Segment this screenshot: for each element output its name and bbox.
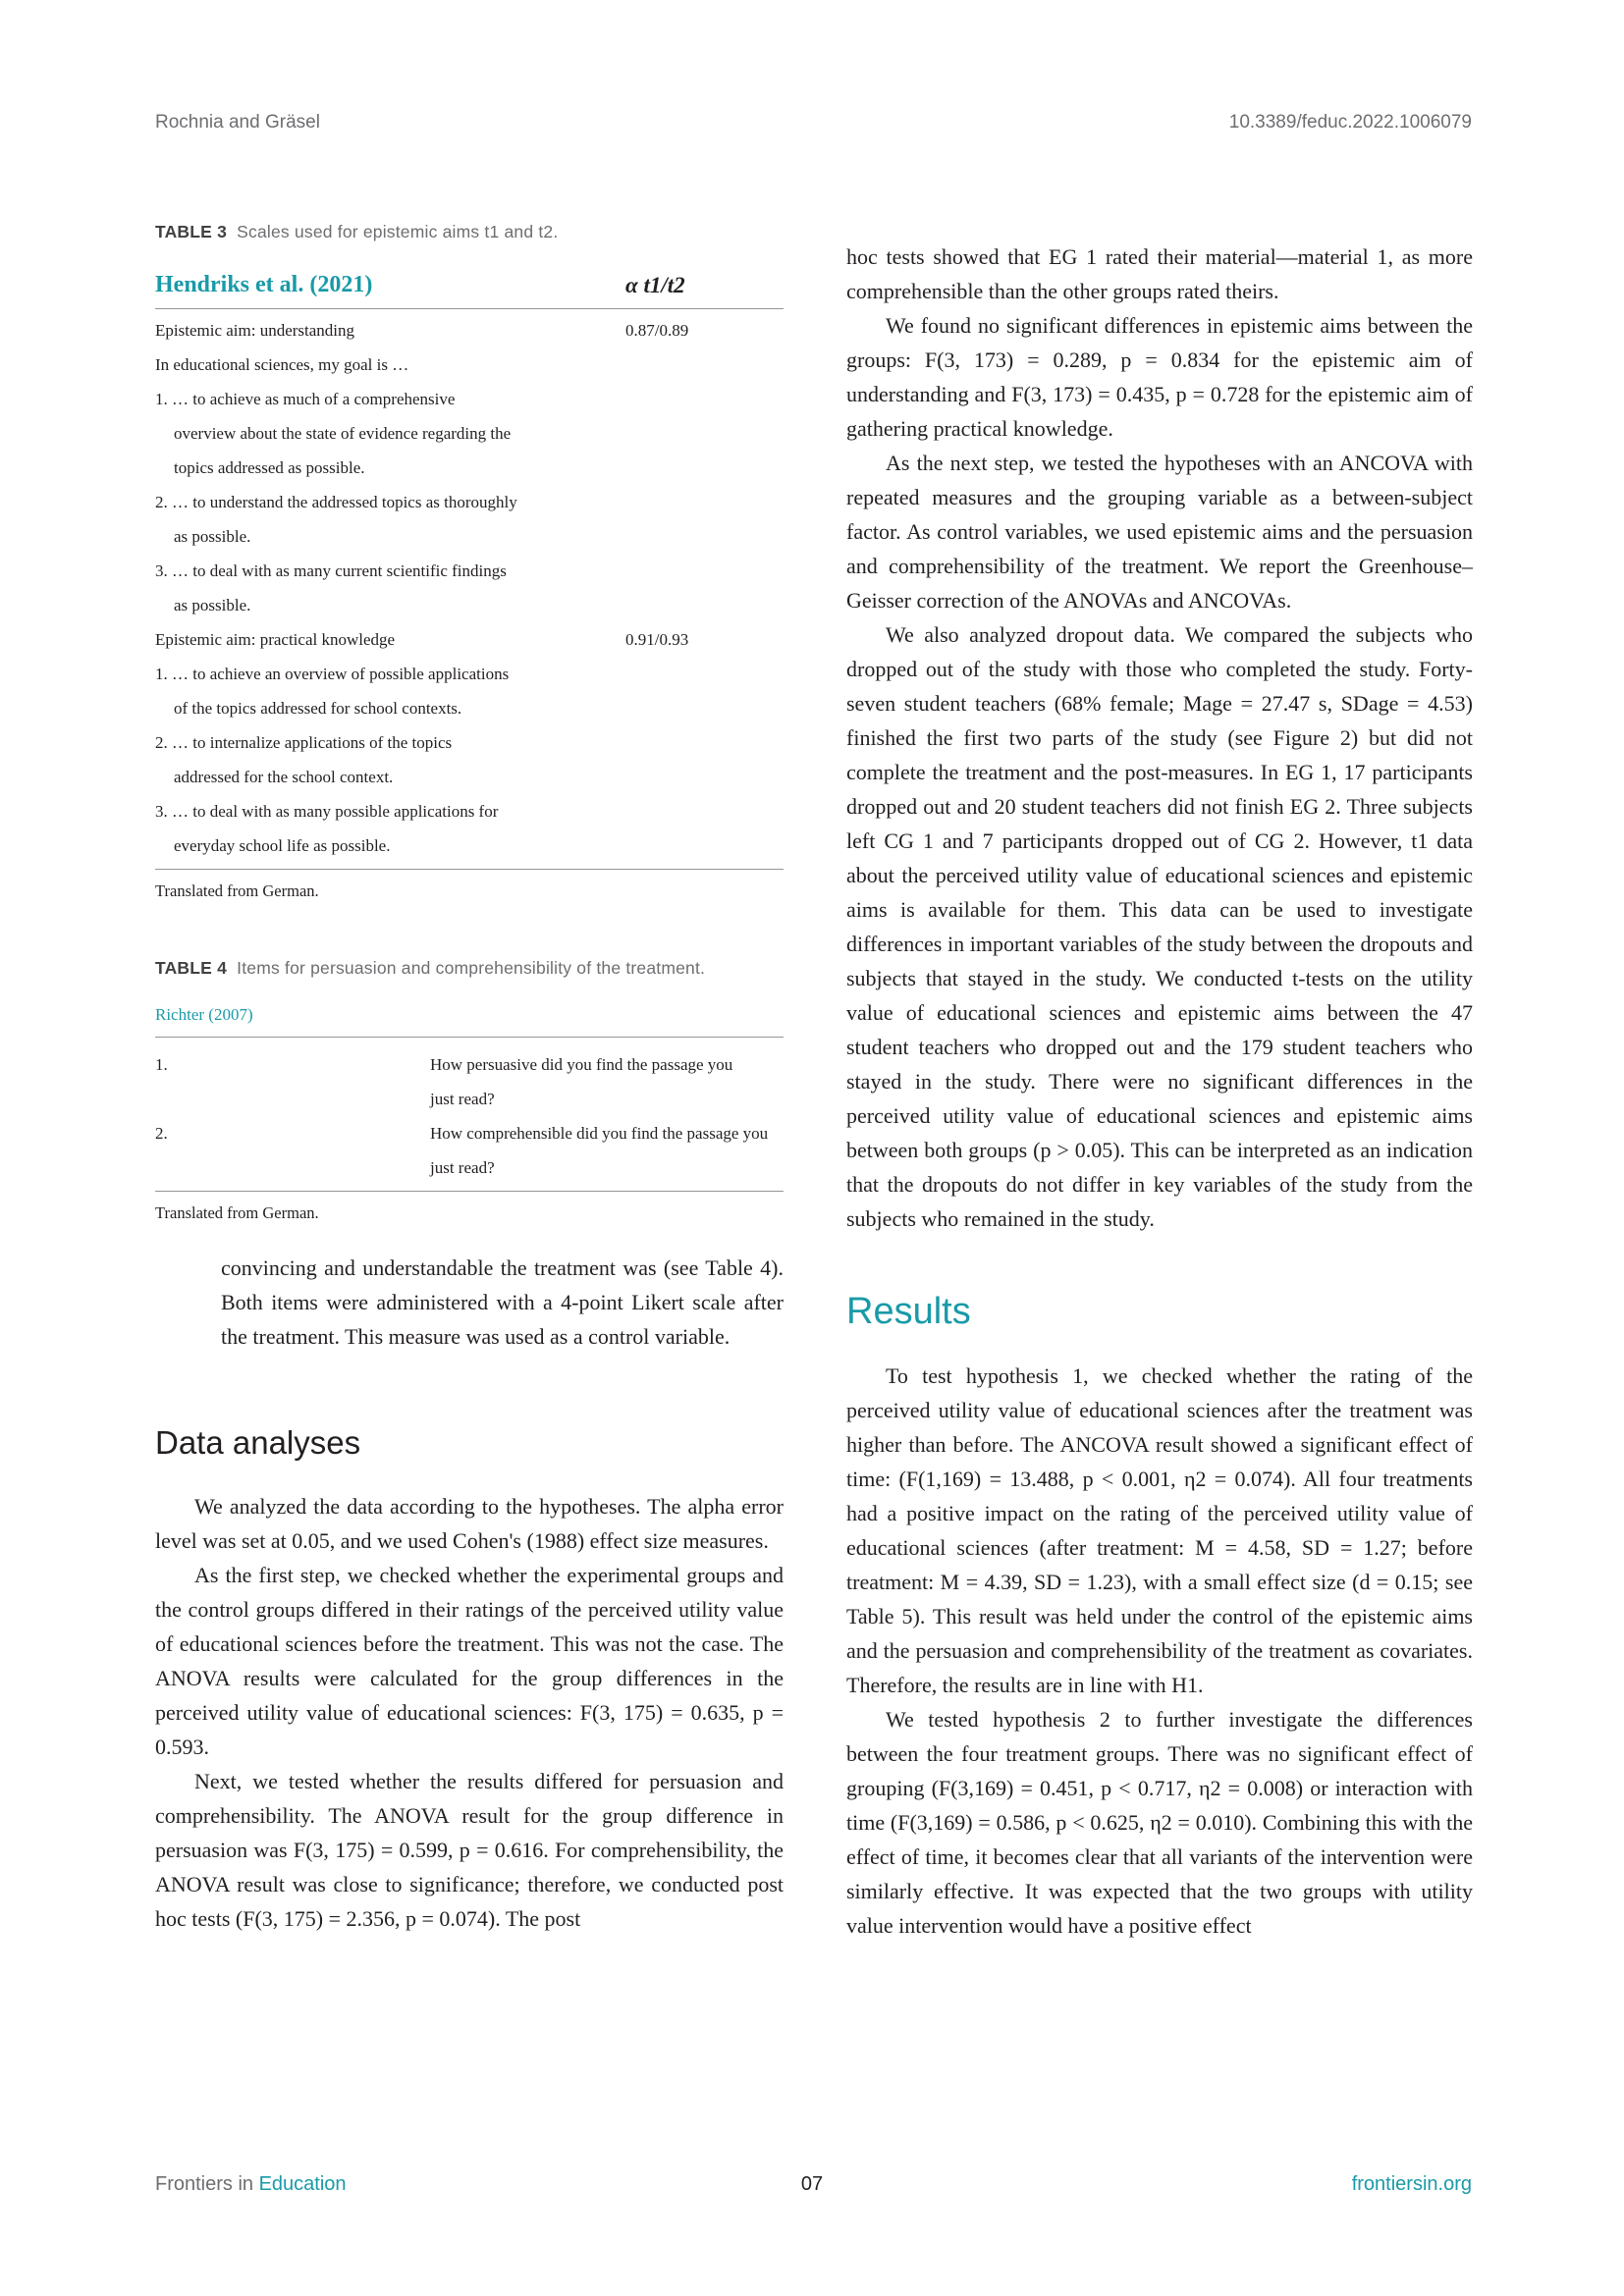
table3-header xyxy=(155,272,784,309)
left-column xyxy=(155,222,784,1936)
body-paragraph: We tested hypothesis 2 to further investigate the differences between the four treatment groups. There was no significant effect of grouping (F(3,169) = 0.451, p < 0.717, η2 = 0.008) or interaction with time (F(3,169) = 0.586, p < 0.625, η2 = 0.010). Combining this with the effect of time, it becomes clear that all variants of the intervention were similarly effective. It was expected that the two groups with utility value intervention would have a positive effect xyxy=(846,1707,1473,1938)
table-row xyxy=(155,725,784,794)
table-row xyxy=(155,794,784,863)
table-row xyxy=(155,657,784,725)
table-cell: How persuasive did you find the passage you just read? xyxy=(430,1055,733,1108)
table-cell: 3. … to deal with as many current scientific findings as possible. xyxy=(155,561,507,614)
table-cell xyxy=(518,485,677,554)
body-paragraph: We also analyzed dropout data. We compared the subjects who dropped out of the study with those who completed the study. Forty-seven student teachers (68% female; Mage = 27.47 s, SDage = 4.53) finished the first two parts of the study (see Figure 2) but did not complete the treatment and the post-measures. In EG 1, 17 participants dropped out and 20 student teachers did not finish EG 2. Three subjects left CG 1 and 7 participants dropped out of CG 2. However, t1 data about the perceived utility value of educational sciences and epistemic aims is available for them. This data can be used to investigate differences in important variables of the study between the dropouts and subjects that stayed in the study. We conducted t-tests on the utility value of educational sciences and epistemic aims between the 47 student teachers who dropped out and the 179 student teachers who stayed in the study. There were no significant differences in the perceived utility value of educational sciences and epistemic aims between both groups (p > 0.05). This can be interpreted as an indication that the dropouts do not differ in key variables of the study from the subjects who remained in the study. xyxy=(846,622,1473,1231)
footer-journal xyxy=(155,2173,347,2196)
table-row xyxy=(155,1047,784,1116)
table-cell: 1. xyxy=(155,1055,168,1074)
body-paragraph: convincing and understandable the treatment was (see Table 4). Both items were administered with a 4-point Likert scale after the treatment. This measure was used as a control variable. xyxy=(221,1255,784,1349)
table3-caption xyxy=(155,222,784,242)
page-number: 07 xyxy=(800,2173,824,2195)
footer-site-link[interactable]: frontiersin.org xyxy=(1351,2173,1472,2195)
table3 xyxy=(155,272,784,901)
table4-body xyxy=(155,1038,784,1192)
table-cell: 1. … to achieve an overview of possible applications of the topics addressed for school contexts. xyxy=(155,665,510,718)
table-cell: Epistemic aim: understanding xyxy=(155,321,355,340)
running-head-doi: 10.3389/feduc.2022.1006079 xyxy=(1228,112,1472,133)
table-cell xyxy=(518,382,677,485)
table-cell: 0.87/0.89 xyxy=(625,321,689,340)
table-row xyxy=(155,1116,784,1185)
table-row xyxy=(155,485,784,554)
table-cell xyxy=(518,725,677,794)
table-cell: 0.91/0.93 xyxy=(625,630,689,649)
table3-alpha-header: α t1/t2 xyxy=(625,273,685,297)
table-cell xyxy=(625,347,784,382)
table-cell: 3. … to deal with as many possible applications for everyday school life as possible. xyxy=(155,802,499,855)
body-paragraph: We analyzed the data according to the hypotheses. The alpha error level was set at 0.05, and we used Cohen's (1988) effect size measures. xyxy=(155,1494,784,1553)
table3-label: TABLE 3 xyxy=(155,222,228,241)
running-head-authors: Rochnia and Gräsel xyxy=(155,112,320,133)
table4-note: Translated from German. xyxy=(155,1203,319,1222)
table4-source-link[interactable]: Richter (2007) xyxy=(155,1005,784,1038)
body-paragraph: As the next step, we tested the hypotheses with an ANCOVA with repeated measures and the grouping variable as a between-subject factor. As control variables, we used epistemic aims and the persuasion and comprehensibility of the treatment. We report the Greenhouse–Geisser correction of the ANOVAs and ANCOVAs. xyxy=(846,451,1473,613)
table-row xyxy=(155,622,784,657)
table-cell: Epistemic aim: practical knowledge xyxy=(155,630,396,649)
table-row xyxy=(155,313,784,347)
table-cell: 2. xyxy=(155,1124,168,1143)
footer-journal-prefix: Frontiers in xyxy=(155,2173,254,2195)
table3-note: Translated from German. xyxy=(155,881,319,900)
table-cell: 2. … to understand the addressed topics as thoroughly as possible. xyxy=(155,493,517,546)
table-cell: How comprehensible did you find the passage you just read? xyxy=(430,1124,769,1177)
section-heading-data-analyses: Data analyses xyxy=(155,1424,361,1461)
table3-caption-text: Scales used for epistemic aims t1 and t2. xyxy=(237,222,559,241)
table4-caption-text: Items for persuasion and comprehensibility of the treatment. xyxy=(237,958,706,978)
table-cell: In educational sciences, my goal is … xyxy=(155,355,409,374)
table-row xyxy=(155,554,784,622)
table-cell: 2. … to internalize applications of the topics addressed for the school context. xyxy=(155,733,453,786)
body-paragraph: To test hypothesis 1, we checked whether the rating of the perceived utility value of educational sciences after the treatment was higher than before. The ANCOVA result showed a significant effect of time: (F(1,169) = 13.488, p < 0.001, η2 = 0.074). All four treatments had a positive impact on the rating of the perceived utility value of educational sciences (after treatment: M = 4.58, SD = 1.27; before treatment: M = 4.39, SD = 1.23), with a small effect size (d = 0.15; see Table 5). This result was held under the control of the epistemic aims and the persuasion and comprehensibility of the treatment as covariates. Therefore, the results are in line with H1. xyxy=(846,1363,1473,1697)
body-paragraph: As the first step, we checked whether the experimental groups and the control groups differed in their ratings of the perceived utility value of educational sciences before the treatment. This was not the case. The ANOVA results were calculated for the group differences in the perceived utility value of educational sciences: F(3, 175) = 0.635, p = 0.593. xyxy=(155,1563,784,1759)
table4-caption xyxy=(155,958,784,979)
body-paragraph: Next, we tested whether the results differed for persuasion and comprehensibility. The ANOVA result for the group difference in persuasion was F(3, 175) = 0.599, p = 0.616. For comprehensibility, the ANOVA result was close to significance; therefore, we conducted post hoc tests (F(3, 175) = 2.356, p = 0.074). The post xyxy=(155,1769,784,1931)
table3-body xyxy=(155,309,784,870)
body-paragraph: We found no significant differences in epistemic aims between the groups: F(3, 173) = 0.289, p = 0.834 for the epistemic aim of understanding and F(3, 173) = 0.435, p = 0.728 for the epistemic aim of gathering practical knowledge. xyxy=(846,313,1473,441)
table4-label: TABLE 4 xyxy=(155,958,228,978)
table-row xyxy=(155,347,784,382)
table-row xyxy=(155,382,784,485)
table-cell: 1. … to achieve as much of a comprehensive overview about the state of evidence regarding the topics addressed as possible. xyxy=(155,390,512,477)
table3-source-link[interactable]: Hendriks et al. (2021) xyxy=(155,272,373,297)
right-column xyxy=(846,240,1473,1943)
footer-journal-name[interactable]: Education xyxy=(258,2173,347,2195)
body-paragraph: hoc tests showed that EG 1 rated their material—material 1, as more comprehensible than the other groups rated theirs. xyxy=(846,244,1473,303)
table-cell xyxy=(518,657,677,725)
table-cell xyxy=(518,554,677,622)
section-heading-results: Results xyxy=(846,1291,971,1332)
table-cell xyxy=(528,794,686,863)
